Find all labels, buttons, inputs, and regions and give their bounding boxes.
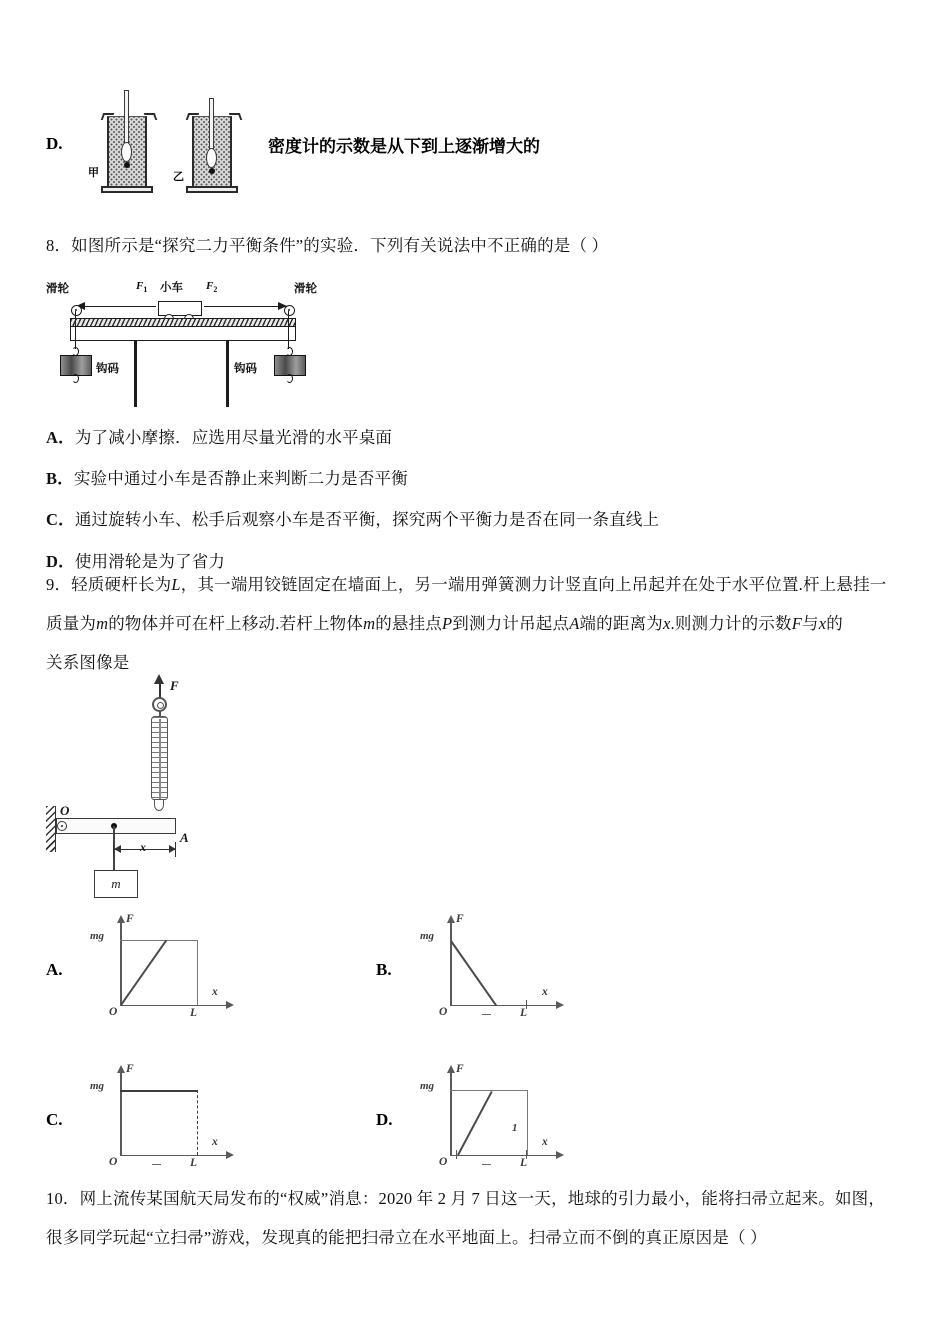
graph-d-label: D. [376, 1110, 393, 1129]
y-tick-label: mg [420, 1080, 435, 1092]
small-dash-mark [482, 1014, 491, 1015]
dimension-arrow-left [114, 845, 121, 853]
origin-label: O [439, 1156, 448, 1168]
hydrometer-ballast [209, 168, 215, 174]
y-axis-label: F [456, 913, 464, 925]
pulley-label-right: 滑轮 [294, 281, 317, 295]
question-8-stem: 8．如图所示是“探究二力平衡条件”的实验．下列有关说法中不正确的是（ ） [46, 236, 609, 255]
q9-var-m1: m [96, 613, 109, 633]
graph-d-plot [420, 1064, 570, 1170]
end-label-A: A [180, 830, 189, 845]
question-9-stem [46, 566, 930, 682]
pulley-left [71, 305, 82, 316]
spring-scale-hook [154, 799, 164, 811]
graph-option-c [46, 1058, 276, 1178]
q9-text-2m: 与 [802, 613, 819, 633]
x-axis-label: x [212, 1136, 218, 1148]
option-d-hydrometer-block [46, 88, 906, 213]
spring-scale-ring [152, 697, 167, 712]
table-surface [70, 318, 296, 327]
option-d-label: D． [46, 551, 75, 571]
wall-hatching [46, 806, 56, 852]
y-axis [450, 922, 452, 1006]
q9-var-P: P [442, 613, 453, 633]
graph-option-a [46, 908, 276, 1028]
option-b-label: B． [46, 469, 74, 489]
force-arrow-line [159, 680, 161, 698]
question-8-options [46, 422, 926, 587]
q9-text-2o: 的 [826, 613, 843, 633]
question-9-stem-line-1 [46, 566, 930, 605]
force-label-f1: $F_1$ [136, 280, 148, 295]
hydrometer-stem [124, 90, 129, 146]
option-d-label: D. [46, 134, 63, 153]
q9-text-2e: 的悬挂点 [375, 613, 442, 633]
origin-label: O [109, 1156, 118, 1168]
hinge-pivot [57, 821, 67, 831]
graph-option-d [376, 1058, 606, 1178]
graph-a-label: A. [46, 960, 63, 979]
data-line-constant [120, 1090, 198, 1092]
graph-b-plot [420, 914, 570, 1020]
hydrometer-stem [209, 98, 214, 150]
x-axis-arrow [226, 1151, 234, 1159]
y-axis-arrow [117, 915, 125, 923]
question-8-option-a [46, 422, 926, 454]
spring-scale-body [151, 716, 168, 800]
x-tick-label: L [520, 1007, 528, 1019]
small-dash-mark [152, 1164, 161, 1165]
y-axis-arrow [447, 915, 455, 923]
option-c-label: C． [46, 510, 75, 530]
question-10-stem-line-1: 10．网上流传某国航天局发布的“权威”消息：2020 年 2 月 7 日这一天，地球的引力最小，能将扫帚立起来。如图， [46, 1189, 886, 1208]
question-10-stem-line-2: 很多同学玩起“立扫帚”游戏，发现真的能把扫帚立在水平地面上。扫帚立而不倒的真正原因是（ ） [46, 1227, 767, 1247]
option-c-text: 通过旋转小车、松手后观察小车是否平衡，探究两个平衡力是否在同一条直线上 [74, 510, 660, 530]
origin-label: O [109, 1006, 118, 1018]
q9-text-c: ，其一端用铰链固定在墙面上，另一端用弹簧测力计竖直向上吊起并在处于水平位置.杆上悬挂一 [180, 575, 887, 594]
option-a-text: 为了减小摩擦．应选用尽量光滑的水平桌面 [74, 428, 393, 447]
x-tick-label: L [520, 1157, 528, 1169]
question-8-option-c [46, 504, 926, 536]
y-axis-arrow [447, 1065, 455, 1073]
q9-var-x2: x [818, 613, 827, 633]
question-8-figure [46, 272, 346, 407]
beaker-base [186, 186, 238, 193]
y-axis-arrow [117, 1065, 125, 1073]
y-axis [120, 922, 122, 1006]
option-d-text: 使用滑轮是为了省力 [74, 551, 226, 571]
x-axis [120, 1005, 228, 1007]
force-label-f2: $F_2$ [206, 280, 218, 295]
question-9-figure [46, 678, 286, 903]
question-8-option-b [46, 463, 926, 495]
y-tick-label: mg [90, 930, 105, 942]
cart-label: 小车 [160, 280, 183, 294]
force-label-F: F [170, 678, 179, 693]
graph-c-plot [90, 1064, 240, 1170]
x-tick-origin [456, 1150, 457, 1159]
weight-label-left: 钩码 [96, 361, 119, 375]
table-body [70, 327, 296, 341]
option-b-text: 实验中通过小车是否静止来判断二力是否平衡 [73, 469, 408, 489]
x-axis [450, 1005, 558, 1007]
string-hang-left [75, 311, 76, 349]
small-dash-mark [482, 1164, 491, 1165]
string-right [204, 306, 286, 307]
x-axis-label: x [542, 986, 548, 998]
dimension-arrow-right [169, 845, 176, 853]
q9-var-A: A [569, 613, 580, 633]
x-axis-label: x [212, 986, 218, 998]
guide-line-L [197, 940, 198, 1005]
graph-a-plot [90, 914, 240, 1020]
hanging-weight-right [274, 355, 306, 376]
beaker-yi [173, 94, 238, 194]
q9-text-2a: 质量为 [46, 613, 97, 633]
q9-var-x1: x [662, 613, 671, 633]
data-line-rising [457, 1091, 493, 1156]
hydrometer-bulb [206, 148, 217, 168]
q9-var-F: F [791, 613, 803, 633]
y-axis-label: F [456, 1063, 464, 1075]
pulley-right [284, 305, 295, 316]
pulley-label-left: 滑轮 [46, 281, 69, 295]
guide-line-mg [450, 1090, 528, 1091]
option-a-label: A． [46, 428, 75, 447]
pivot-label-O: O [60, 803, 70, 818]
graph-d-extra-label: 1 [512, 1122, 518, 1134]
origin-label: O [439, 1006, 448, 1018]
hanging-weight-left [60, 355, 92, 376]
string-left [76, 306, 156, 307]
weight-label-right: 钩码 [234, 361, 257, 375]
x-axis-arrow [556, 1001, 564, 1009]
x-axis [120, 1155, 228, 1157]
graph-b-label: B. [376, 960, 392, 979]
x-axis [450, 1155, 558, 1157]
y-axis-label: F [126, 1063, 134, 1075]
y-tick-label: mg [90, 1080, 105, 1092]
hook-left-bottom [72, 374, 79, 383]
data-line-falling [450, 940, 497, 1005]
x-tick-label: L [190, 1007, 198, 1019]
string-hang-right [288, 311, 289, 349]
q9-var-m2: m [363, 613, 376, 633]
q9-text-2k: .则测力计的示数 [670, 613, 792, 633]
beaker-jia [88, 94, 153, 194]
beaker-label-jia: 甲 [88, 166, 99, 179]
guide-line-L-dashed [197, 1090, 198, 1155]
y-axis [450, 1072, 452, 1156]
graph-option-b [376, 908, 606, 1028]
cart-body [158, 301, 202, 316]
question-9-stem-line-3: 关系图像是 [46, 652, 130, 672]
x-tick-label: L [190, 1157, 198, 1169]
x-axis-arrow [226, 1001, 234, 1009]
q9-var-L: L [171, 575, 181, 594]
option-d-text: 密度计的示数是从下到上逐渐增大的 [268, 137, 540, 156]
table-leg-left [134, 341, 137, 407]
x-axis-arrow [556, 1151, 564, 1159]
y-axis-label: F [126, 913, 134, 925]
q9-text-2i: 端的距离为 [579, 613, 663, 633]
y-tick-label: mg [420, 930, 435, 942]
hook-right-bottom [286, 374, 293, 383]
graph-c-label: C. [46, 1110, 63, 1129]
x-axis-label: x [542, 1136, 548, 1148]
guide-line-L [527, 1090, 528, 1155]
question-9-stem-line-2 [46, 605, 930, 644]
question-10-stem [46, 1180, 930, 1258]
hydrometer-ballast [124, 162, 130, 168]
guide-line-mg [120, 940, 198, 941]
table-leg-right [226, 341, 229, 407]
data-line-rising [120, 940, 167, 1005]
q9-text-2g: 到测力计吊起点 [452, 613, 570, 633]
q9-text-2c: 的物体并可在杆上移动.若杆上物体 [108, 613, 364, 633]
hydrometer-bulb [121, 142, 132, 162]
distance-label-x: x [140, 840, 146, 854]
y-axis [120, 1072, 122, 1156]
mass-block: m [94, 870, 138, 898]
q9-text-a: 9．轻质硬杆长为 [46, 575, 172, 594]
beaker-base [101, 186, 153, 193]
beaker-label-yi: 乙 [173, 170, 184, 183]
